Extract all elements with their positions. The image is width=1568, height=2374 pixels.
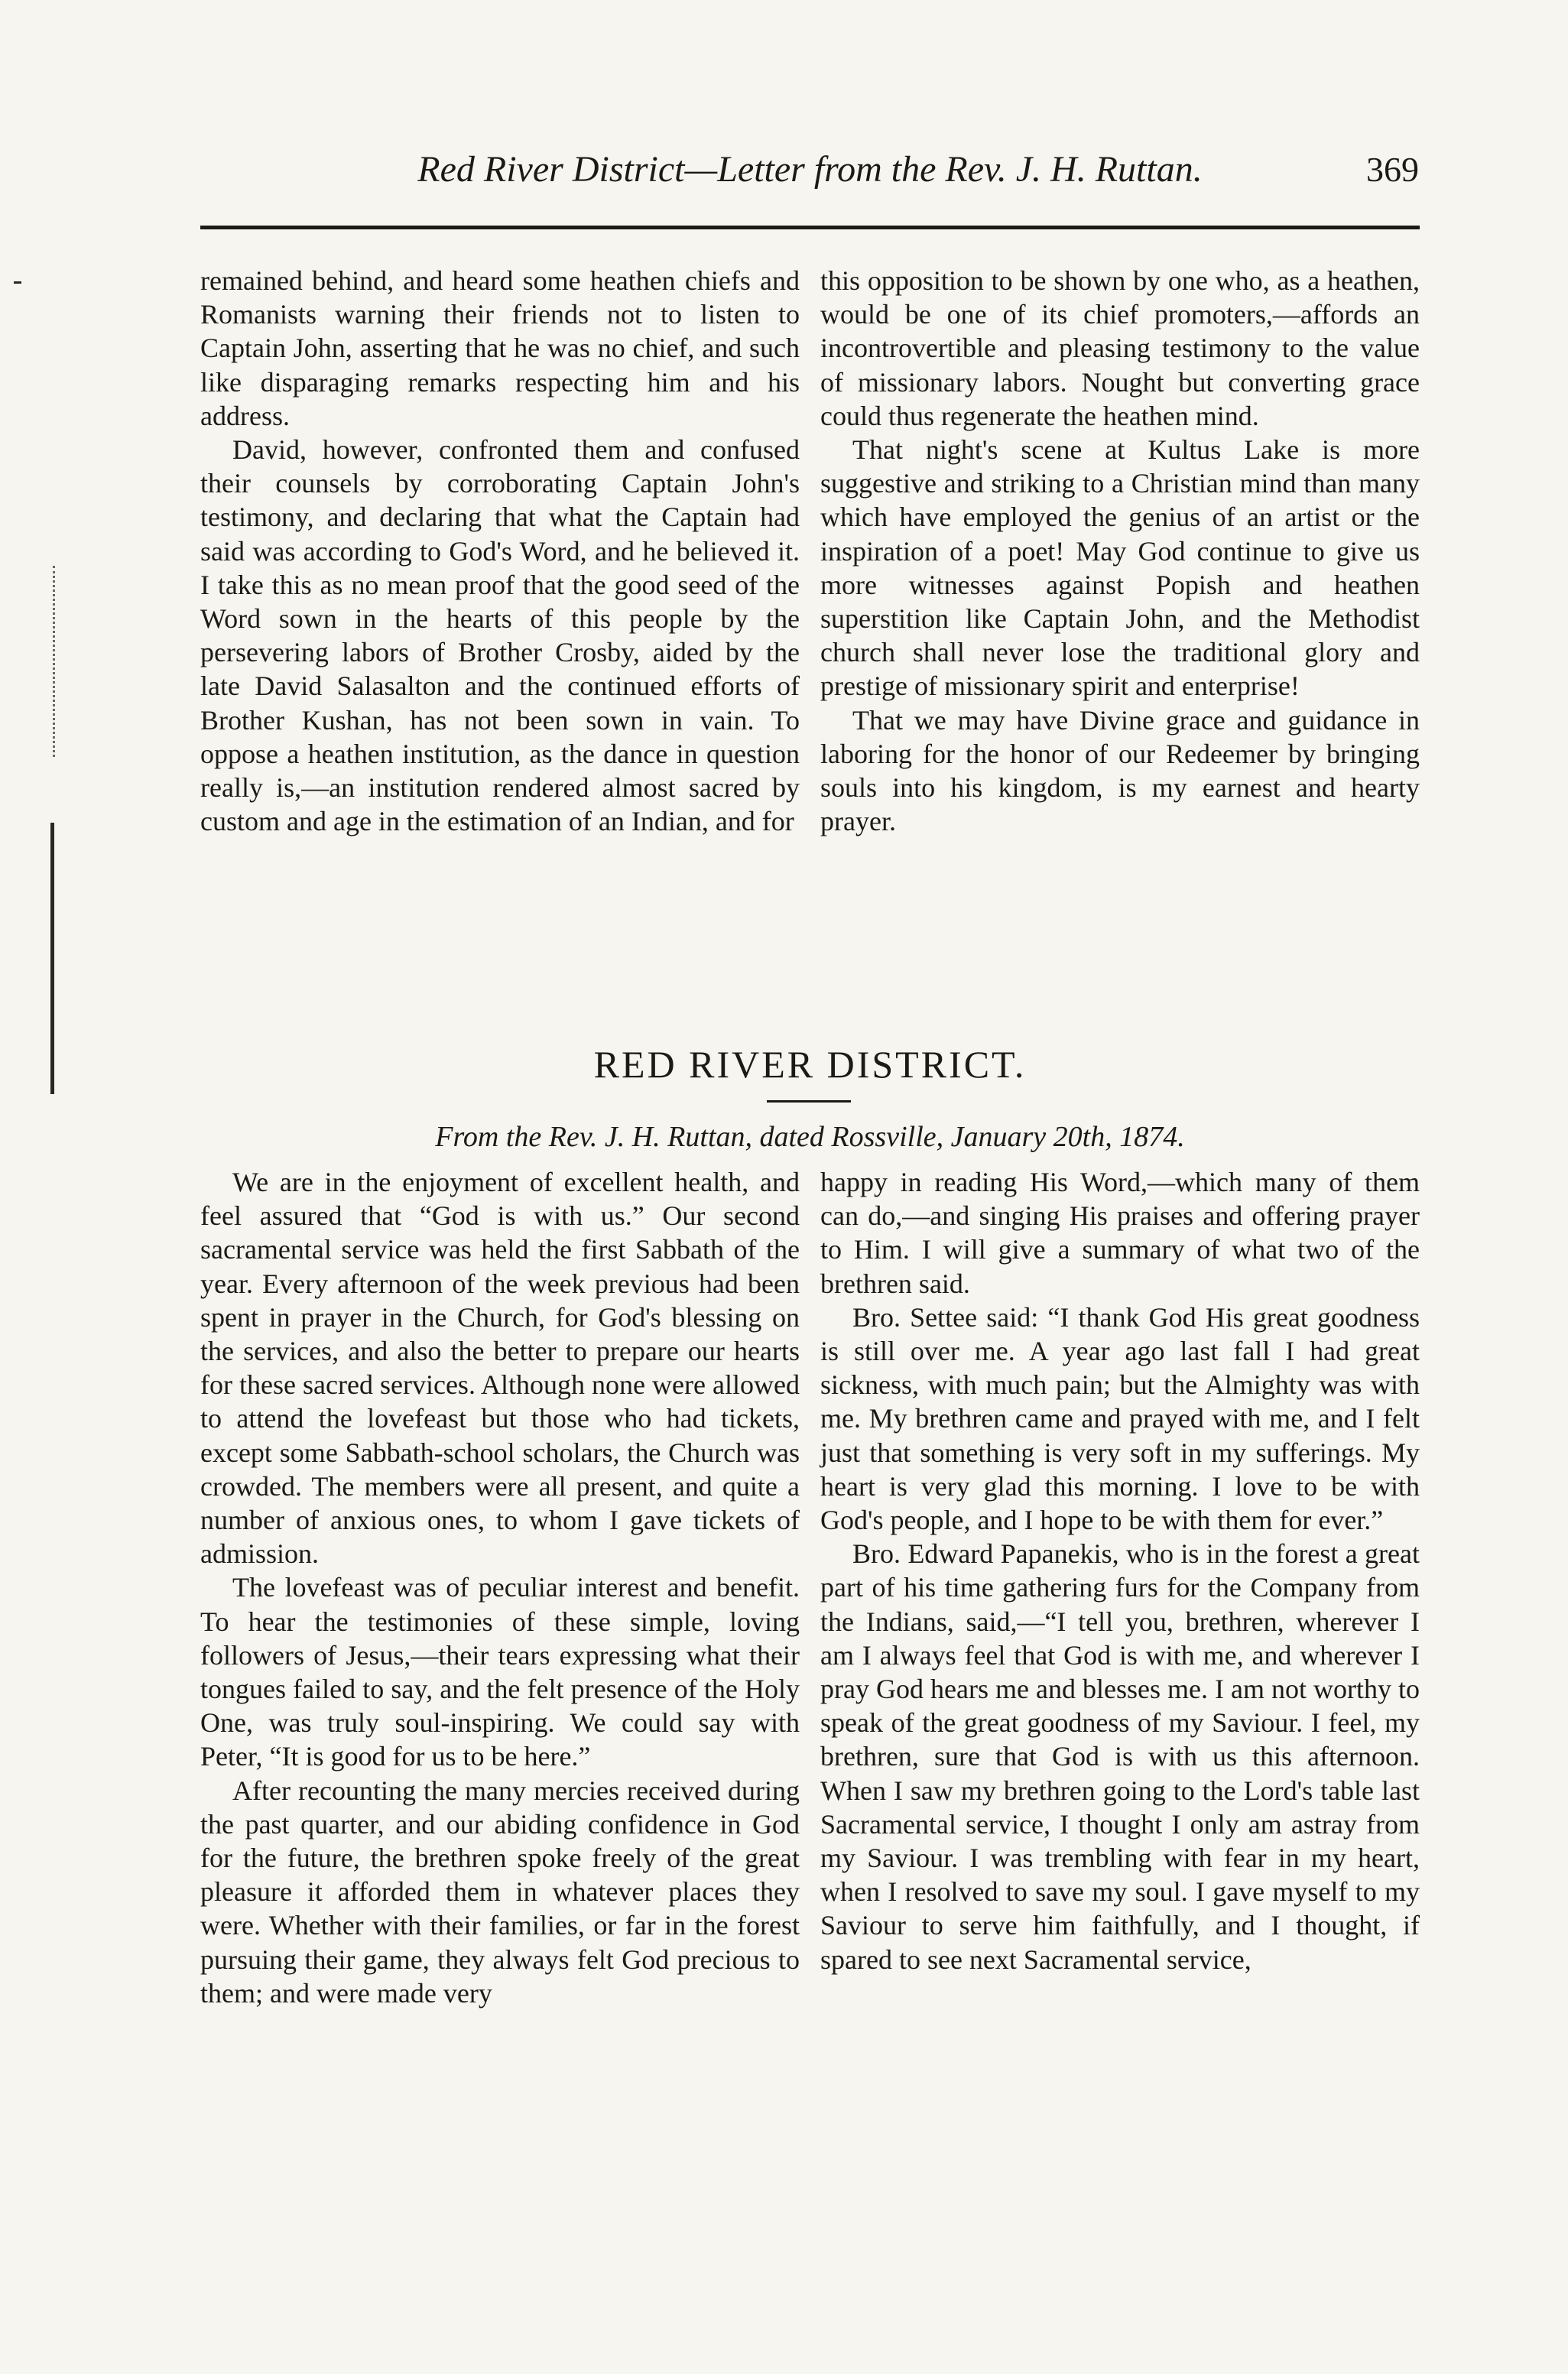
section-byline: From the Rev. J. H. Ruttan, dated Rossville, January 20th, 1874.: [435, 1121, 1185, 1153]
page-number: 369: [1366, 150, 1419, 189]
paragraph: David, however, confronted them and confused their counsels by corroborating Captain John's testimony, and declaring that what the Captain had said was according to God's Word, and he believed it. I take this as no mean proof that the good seed of the Word sown in the hearts of this people by the persevering labors of Brother Crosby, aided by the late David Salasalton and the continued efforts of Brother Kushan, has not been sown in vain. To oppose a heathen institution, as the dance in question really is,—an institution rendered almost sacred by custom and age in the estimation of an Indian, and for: [200, 434, 800, 837]
paragraph: That we may have Divine grace and guidance in laboring for the honor of our Redeemer by bringing souls into his kingdom, is my earnest and hearty prayer.: [820, 704, 1420, 837]
header-rule: [200, 226, 1420, 229]
paragraph: remained behind, and heard some heathen chiefs and Romanists warning their friends not to listen to Captain John, asserting that he was no chief, and such like disparaging remarks respecting him and his address.: [200, 265, 800, 431]
paragraph: After recounting the many mercies received during the past quarter, and our abiding confidence in God for the future, the brethren spoke freely of the great pleasure it afforded them in whatever places they were. Whether with their families, or far in the forest pursuing their game, they always felt God precious to them; and were made very: [200, 1775, 800, 2009]
margin-tick: [14, 281, 21, 284]
paragraph: this opposition to be shown by one who, as a heathen, would be one of its chief promoters,—affords an incontrovertible and pleasing testimony to the value of missionary labors. Nought but converting grace could thus regenerate the heathen mind.: [820, 265, 1420, 431]
paragraph: happy in reading His Word,—which many of them can do,—and singing His praises and offering prayer to Him. I will give a summary of what two of the brethren said.: [820, 1167, 1420, 1299]
paragraph: We are in the enjoyment of excellent health, and feel assured that “God is with us.” Our second sacramental service was held the first Sabbath of the year. Every afternoon of the week previous had been spent in prayer in the Church, for God's blessing on the services, and also the better to prepare our hearts for these sacred services. Although none were allowed to attend the lovefeast but those who had tickets, except some Sabbath-school scholars, the Church was crowded. The members were all present, and quite a number of anxious ones, to whom I gave tickets of admission.: [200, 1167, 800, 1570]
paragraph: Bro. Settee said: “I thank God His great goodness is still over me. A year ago last fall I had great sickness, with much pain; but the Almighty was with me. My brethren came and prayed with me, and I felt just that something is very soft in my sufferings. My heart is very glad this morning. I love to be with God's people, and I hope to be with them for ever.”: [820, 1301, 1420, 1536]
bottom-column-left: [200, 1165, 800, 2010]
paragraph: That night's scene at Kultus Lake is more suggestive and striking to a Christian mind than many which have employed the genius of an artist or the inspiration of a poet! May God continue to give us more witnesses against Popish and heathen superstition like Captain John, and the Methodist church shall never lose the traditional glory and prestige of missionary spirit and enterprise!: [820, 434, 1420, 702]
margin-vertical-mark: [50, 823, 54, 1094]
top-column-right: [820, 264, 1420, 838]
paragraph: The lovefeast was of peculiar interest and benefit. To hear the testimonies of these simple, loving followers of Jesus,—their tears expressing what their tongues failed to say, and the felt presence of the Holy One, was truly soul-inspiring. We could say with Peter, “It is good for us to be here.”: [200, 1572, 800, 1772]
margin-dotted-mark: [53, 566, 55, 757]
running-head-title: Red River District—Letter from the Rev. J. H. Ruttan.: [417, 149, 1203, 190]
top-column-left: [200, 264, 800, 838]
section-title: RED RIVER DISTRICT.: [593, 1043, 1027, 1086]
paragraph: Bro. Edward Papanekis, who is in the forest a great part of his time gathering furs for the Company from the Indians, said,—“I tell you, brethren, wherever I am I always feel that God is with me, and wherever I pray God hears me and blesses me. I am not worthy to speak of the great goodness of my Saviour. I feel, my brethren, sure that God is with us this afternoon. When I saw my brethren going to the Lord's table last Sacramental service, I thought I only am astray from my Saviour. I was trembling with fear in my heart, when I resolved to save my soul. I gave myself to my Saviour to serve him faithfully, and I thought, if spared to see next Sacramental service,: [820, 1538, 1420, 1975]
section-rule: [767, 1100, 851, 1103]
bottom-column-right: [820, 1165, 1420, 1976]
